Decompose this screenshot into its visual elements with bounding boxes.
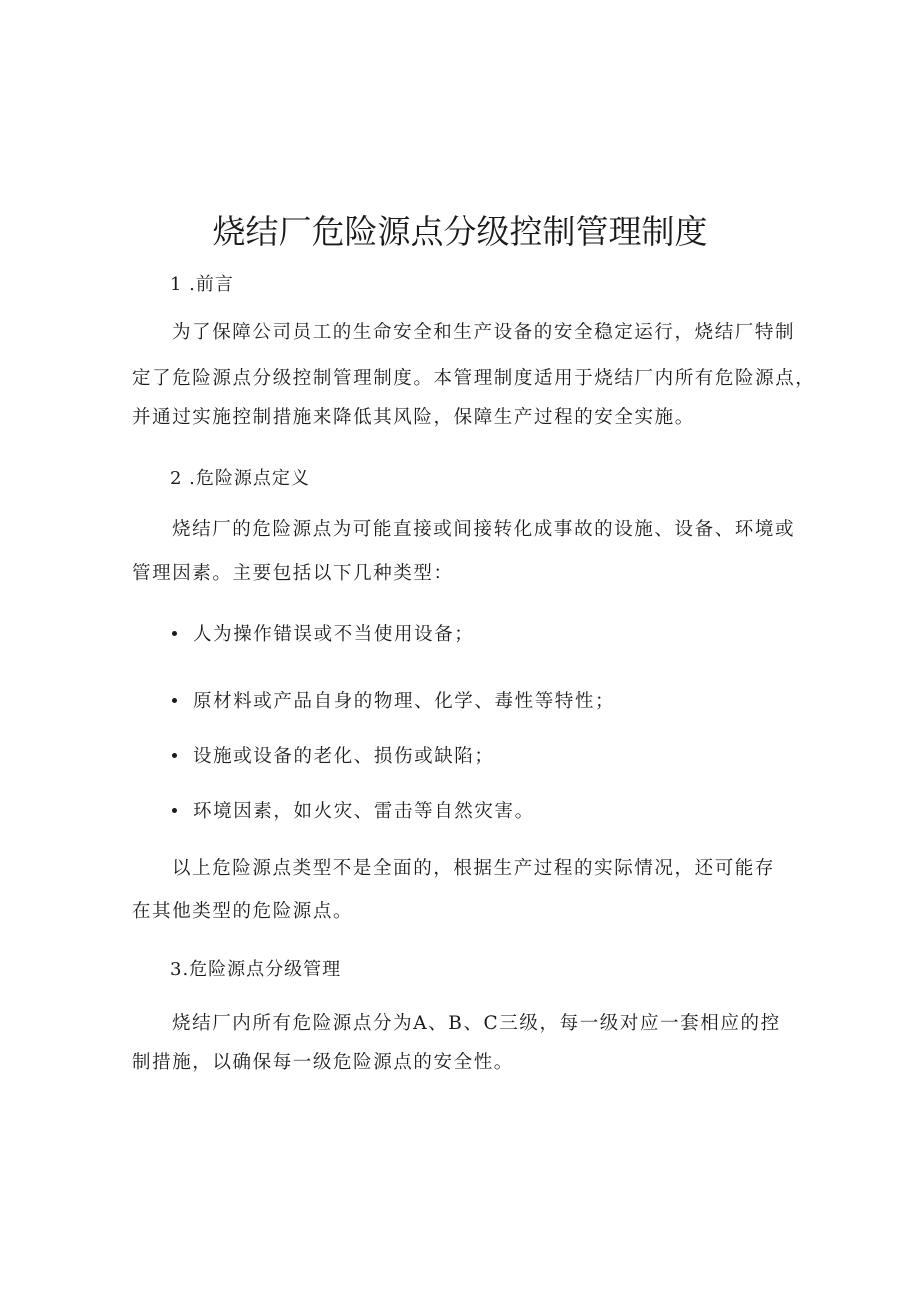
section-2-closing-line-2: 在其他类型的危险源点。 (132, 901, 354, 922)
section-1-paragraph-line-2: 定了危险源点分级控制管理制度。本管理制度适用于烧结厂内所有危险源点， (132, 368, 816, 389)
section-2-closing-line-1: 以上危险源点类型不是全面的，根据生产过程的实际情况，还可能存 (172, 858, 776, 879)
bullet-icon (172, 698, 177, 703)
list-item (172, 799, 535, 825)
bullet-icon (172, 753, 177, 758)
list-item (172, 689, 615, 715)
list-item-text: 原材料或产品自身的物理、化学、毒性等特性； (193, 691, 616, 712)
section-2-intro-line-2: 管理因素。主要包括以下几种类型： (132, 563, 454, 584)
list-item-text: 人为操作错误或不当使用设备； (193, 624, 475, 645)
list-item (172, 744, 495, 770)
list-item (172, 622, 474, 648)
document-title: 烧结厂危险源点分级控制管理制度 (212, 212, 708, 251)
section-3-paragraph-line-1: 烧结厂内所有危险源点分为A、B、C三级，每一级对应一套相应的控 (172, 1013, 781, 1034)
list-item-text: 设施或设备的老化、损伤或缺陷； (193, 746, 495, 767)
section-3-paragraph-line-2: 制措施，以确保每一级危险源点的安全性。 (132, 1052, 514, 1073)
section-1-heading: 1 .前言 (170, 274, 234, 295)
bullet-icon (172, 808, 177, 813)
list-item-text: 环境因素，如火灾、雷击等自然灾害。 (193, 801, 535, 822)
section-1-paragraph-line-1: 为了保障公司员工的生命安全和生产设备的安全稳定运行，烧结厂特制 (172, 322, 796, 343)
bullet-icon (172, 631, 177, 636)
section-2-intro-line-1: 烧结厂的危险源点为可能直接或间接转化成事故的设施、设备、环境或 (172, 519, 796, 540)
section-1-paragraph-line-3: 并通过实施控制措施来降低其风险，保障生产过程的安全实施。 (132, 407, 695, 428)
section-2-heading: 2 .危险源点定义 (170, 468, 310, 489)
section-3-heading: 3.危险源点分级管理 (170, 959, 342, 980)
